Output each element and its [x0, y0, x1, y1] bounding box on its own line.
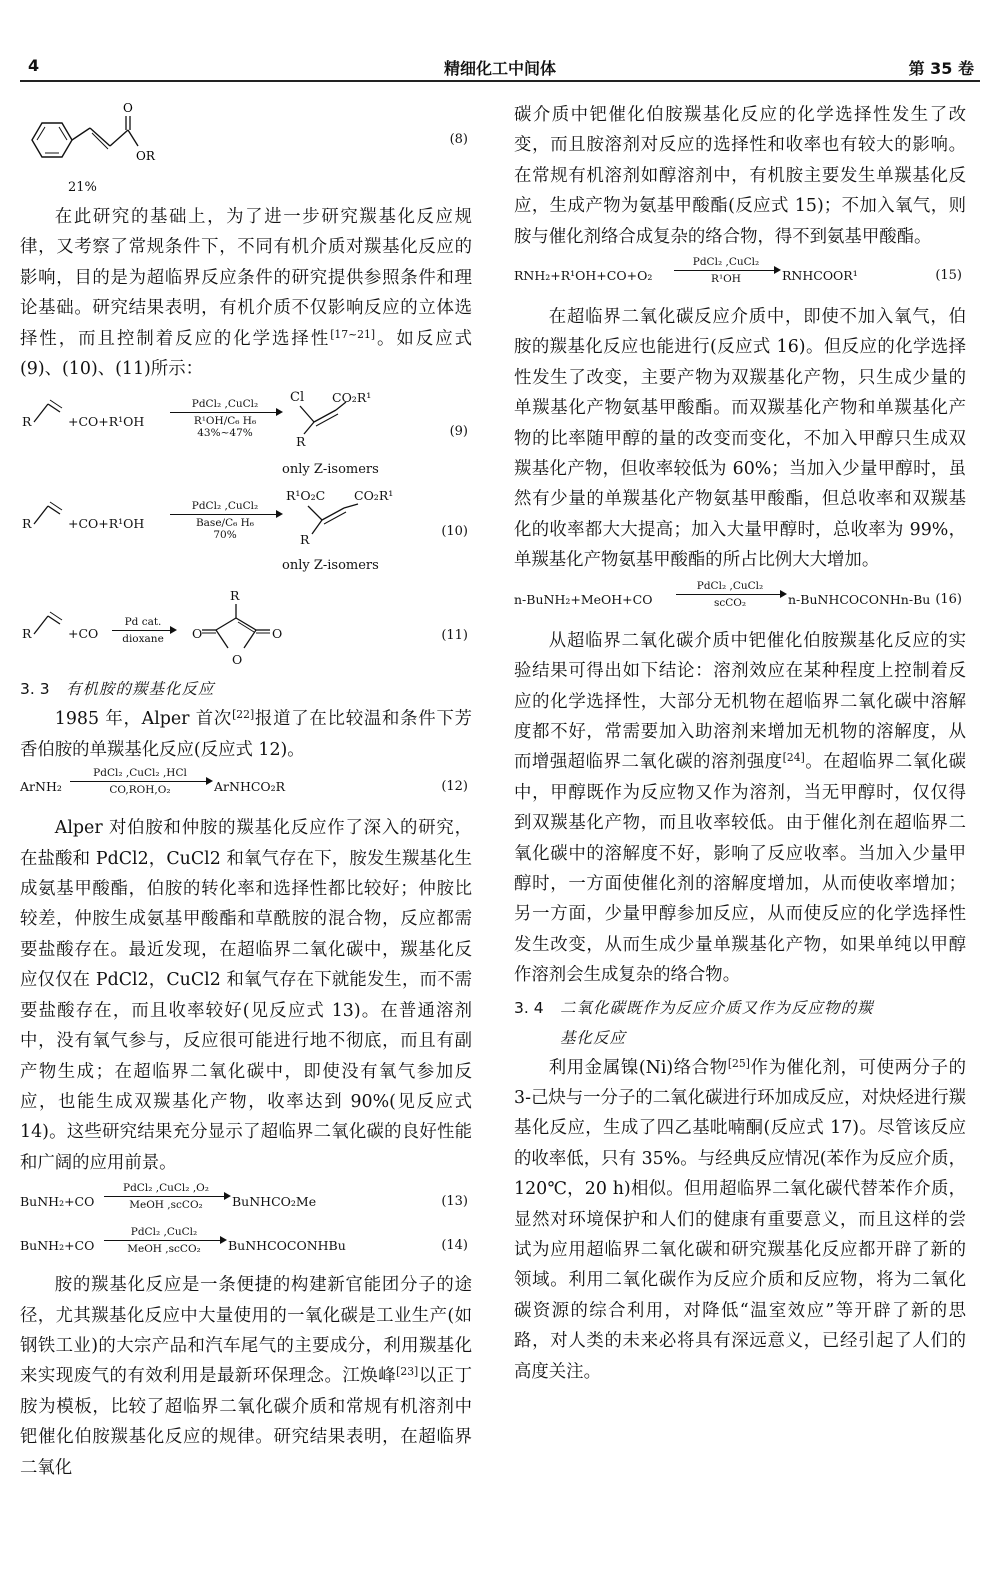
paragraph: 胺的羰基化反应是一条便捷的构建新官能团分子的途径，尤其羰基化反应中大量使用的一氧化碳是工业生产(如钢铁工业)的大宗产品和汽车尾气的主要成分，利用羰基化来实现废气的有效利用是最新环保理念。江焕峰[23]以正丁胺为模板，比较了超临界二氧化碳介质和常规有机溶剂中钯催化伯胺羰基化反应的规律。研究结果表明，在超临界二氧化 — [20, 1275, 472, 1478]
reaction-arrow: PdCl₂ ,CuCl₂ R¹OH — [674, 256, 778, 285]
o-label: O — [272, 626, 283, 642]
left-column — [20, 100, 472, 1483]
citation: [23] — [396, 1365, 419, 1379]
carbonyl-o-label: O — [123, 101, 133, 115]
products: n-BuNHCOCONHn-Bu — [788, 591, 931, 607]
cinnamate-structure — [20, 100, 180, 170]
equation-16 — [514, 580, 966, 618]
equation-number: (10) — [441, 524, 468, 540]
r-group: R — [22, 516, 32, 532]
equation-number: (8) — [449, 132, 468, 147]
cl-label: Cl — [290, 390, 305, 406]
ester-label: CO₂R¹ — [354, 488, 394, 504]
equation-number: (12) — [441, 779, 468, 795]
paragraph: 在超临界二氧化碳反应介质中，即使不加入氧气，伯胺的羰基化反应也能进行(反应式 16)。但反应的化学选择性发生了改变，主要产物为双羰基化产物，只生成少量的单羰基化产物氨基甲酸酯。而双羰基化产物和单羰基化产物的比率随甲醇的量的改变而变化，不加入甲醇只生成双羰基化产物，但收率较低为 60%；当加入少量甲醇时，虽然有少量的单羰基化产物氨基甲酸酯，但总收率和双羰基化的收率都大大提高；加入大量甲醇时，总收率为 99%，单羰基化产物氨基甲酸酯的所占比例大大增加。 — [514, 307, 966, 571]
products: BuNHCOCONHBu — [228, 1238, 346, 1254]
reactants: RNH₂+R¹OH+CO+O₂ — [514, 268, 653, 284]
paragraph: 碳介质中钯催化伯胺羰基化反应的化学选择性发生了改变，而且胺溶剂对反应的选择性和收率也有较大的影响。在常规有机溶剂如醇溶剂中，有机胺主要发生单羰基化反应，生成产物为氨基甲酸酯(反应式 15)；不加入氧气，则胺与催化剂络合成复杂的络合物，得不到氨基甲酸酯。 — [514, 105, 966, 247]
journal-title: 精细化工中间体 — [443, 59, 556, 78]
r-group: R — [296, 434, 306, 450]
isomer-note: only Z-isomers — [282, 558, 379, 574]
isomer-note: only Z-isomers — [282, 462, 379, 478]
section-heading: 3. 4 二氧化碳既作为反应介质又作为反应物的羰 基化反应 — [514, 998, 874, 1047]
reaction-arrow: PdCl₂ ,CuCl₂ MeOH ,scCO₂ — [104, 1226, 224, 1255]
paragraph: 从超临界二氧化碳介质中钯催化伯胺羰基化反应的实验结果可得出如下结论：溶剂效应在某种程度上控制着反应的化学选择性，大部分无机物在超临界二氧化碳中溶解度都不好，常需要加入助溶剂来增加无机物的溶解度，从而增强超临界二氧化碳的溶剂强度[24]。在超临界二氧化碳中，甲醇既作为反应物又作为溶剂，当无甲醇时，仅仅得到双羰基化产物，而且收率较低。由于催化剂在超临界二氧化碳中的溶解度不好，影响了反应收率。当加入少量甲醇时，一方面使催化剂的溶解度增加，从而使收率增加；另一方面，少量甲醇参加反应，从而使反应的化学选择性发生改变，从而生成少量单羰基化产物，如果单纯以甲醇作溶剂会生成复杂的络合物。 — [514, 630, 966, 986]
section-heading: 3. 3 有机胺的羰基化反应 — [20, 680, 215, 699]
reaction-arrow: Pd cat. dioxane — [112, 616, 174, 645]
equation-number: (14) — [441, 1238, 468, 1254]
reactants: BuNH₂+CO — [20, 1194, 95, 1210]
products: BuNHCO₂Me — [232, 1194, 317, 1210]
equation-13 — [20, 1182, 472, 1220]
equation-9 — [20, 392, 472, 476]
citation: [24] — [782, 751, 805, 765]
equation-number: (16) — [935, 591, 962, 607]
o-label: O — [192, 626, 203, 642]
paragraph: 1985 年，Alper 首次[22]报道了在比较温和条件下芳香伯胺的单羰基化反应(反应式 12)。 — [20, 708, 472, 760]
equation-14 — [20, 1226, 472, 1264]
paragraph: 在此研究的基础上，为了进一步研究羰基化反应规律，又考察了常规条件下，不同有机介质对羰基化反应的影响，目的是为超临界反应条件的研究提供参照条件和理论基础。研究结果表明，有机介质不仅影响反应的立体选择性，而且控制着反应的化学选择性[17~21]。如反应式(9)、(10)、(11)所示： — [20, 207, 472, 380]
right-column — [514, 100, 966, 1387]
o-label: O — [232, 652, 243, 668]
reactants: +CO+R¹OH — [68, 414, 145, 430]
equation-11 — [20, 590, 472, 672]
reactants: n-BuNH₂+MeOH+CO — [514, 591, 653, 607]
reaction-arrow: PdCl₂ ,CuCl₂ ,O₂ MeOH ,scCO₂ — [104, 1182, 228, 1211]
citation: [22] — [232, 708, 255, 722]
volume-label: 第 35 卷 — [908, 59, 974, 78]
equation-number: (11) — [441, 628, 468, 644]
equation-12 — [20, 767, 472, 807]
ester-or-label: OR — [136, 149, 155, 163]
r-group: R — [300, 532, 310, 548]
ester-label: CO₂R¹ — [332, 390, 372, 406]
equation-number: (9) — [449, 424, 468, 440]
equation-8 — [20, 100, 472, 195]
products: ArNHCO₂R — [214, 779, 286, 795]
reaction-arrow: PdCl₂ ,CuCl₂ ,HCl CO,ROH,O₂ — [70, 767, 210, 796]
reaction-arrow: PdCl₂ ,CuCl₂ R¹OH/C₆ H₆ 43%~47% — [170, 398, 280, 439]
r-group: R — [22, 414, 32, 430]
reactants: +CO — [68, 626, 99, 642]
equation-15 — [514, 256, 966, 294]
equation-number: (15) — [935, 268, 962, 284]
reaction-arrow: PdCl₂ ,CuCl₂ scCO₂ — [676, 580, 784, 609]
reactants: ArNH₂ — [20, 779, 62, 795]
reactants: BuNH₂+CO — [20, 1238, 95, 1254]
ester-label: R¹O₂C — [286, 488, 326, 504]
citation: [25] — [727, 1056, 750, 1070]
products: RNHCOOR¹ — [782, 268, 858, 284]
reaction-arrow: PdCl₂ ,CuCl₂ Base/C₆ H₆ 70% — [170, 500, 280, 541]
running-header — [20, 52, 980, 82]
equation-10 — [20, 490, 472, 572]
page-number: 4 — [28, 56, 40, 75]
citation: [17~21] — [330, 327, 376, 341]
paragraph: 利用金属镍(Ni)络合物[25]作为催化剂，可使两分子的 3-己炔与一分子的二氧化碳进行环加成反应，对炔烃进行羰基化反应，生成了四乙基吡喃酮(反应式 17)。尽管该反应的收率低，只有 35%。与经典反应情况(苯作为反应介质，120℃，20 h)相似。但用超临界二氧化碳代替苯作介质，显然对环境保护和人们的健康有重要意义，而且这样的尝试为应用超临界二氧化碳和研究羰基化反应都开辟了新的领域。利用二氧化碳作为反应介质和反应物，将为二氧化碳资源的综合利用，对降低“温室效应”等开辟了新的思路，对人类的未来必将具有深远意义，已经引起了人们的高度关注。 — [514, 1056, 966, 1382]
yield-label: 21% — [68, 180, 97, 195]
reactants: +CO+R¹OH — [68, 516, 145, 532]
paragraph: Alper 对伯胺和仲胺的羰基化反应作了深入的研究，在盐酸和 PdCl2，CuCl2 和氧气存在下，胺发生羰基化生成氨基甲酸酯，伯胺的转化率和选择性都比较好；仲胺比较差，仲胺生成氨基甲酸酯和草酰胺的混合物，反应都需要盐酸存在。最近发现，在超临界二氧化碳中，羰基化反应仅仅在 PdCl2，CuCl2 和氧气存在下就能发生，而不需要盐酸存在，而且收率较好(见反应式 13)。在普通溶剂中，没有氧气参与，反应很可能进行地不彻底，而且有副产物生成；在超临界二氧化碳中，即使没有氧气参加反应，也能生成双羰基化产物，收率达到 90%(见反应式 14)。这些研究结果充分显示了超临界二氧化碳的良好性能和广阔的应用前景。 — [20, 818, 472, 1173]
r-group: R — [22, 626, 32, 642]
r-group: R — [230, 588, 240, 604]
equation-number: (13) — [441, 1194, 468, 1210]
